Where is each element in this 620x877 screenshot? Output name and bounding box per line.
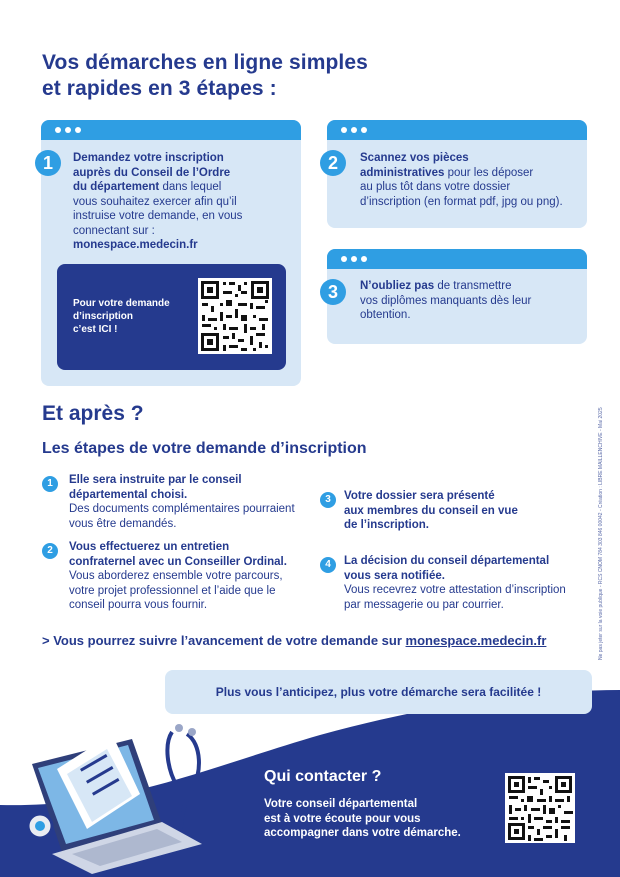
step-4 (344, 554, 594, 612)
card1-bold: du département (73, 181, 160, 193)
card2-text (360, 151, 585, 209)
contact-line: Votre conseil départemental (264, 798, 418, 810)
inscription-cta-box[interactable] (57, 264, 286, 370)
card3-text-span: de transmettre (434, 280, 512, 292)
step-line: votre projet professionnel et l’aide que le (69, 584, 276, 597)
card1-line: auprès du Conseil de l’Ordre (73, 166, 231, 179)
card3-line: vos diplômes manquants dès leur (360, 294, 532, 307)
monespace-link[interactable]: monespace.medecin.fr (405, 633, 547, 648)
step-number-badge: 2 (42, 543, 58, 559)
cta-line: c’est ICI ! (73, 324, 118, 335)
card3-line (360, 279, 585, 294)
window-dot-icon (361, 256, 367, 262)
step-line: conseil pourra vous fournir. (69, 599, 208, 611)
step-number-badge: 1 (35, 150, 61, 176)
title-line-2: et rapides en 3 étapes : (42, 77, 277, 100)
step-line: Elle sera instruite par le conseil (69, 474, 242, 486)
card1-line (73, 180, 288, 195)
step-line: Votre dossier sera présenté (344, 490, 495, 502)
step-number-badge: 1 (42, 476, 58, 492)
card3-text (360, 279, 585, 323)
contact-qr-code-icon[interactable] (505, 773, 575, 843)
step-line: départemental choisi. (69, 488, 188, 501)
step-line: confraternel avec un Conseiller Ordinal. (69, 555, 287, 568)
card2-bold: administratives (360, 166, 445, 179)
follow-progress-text (42, 633, 546, 648)
card3-bold: N’oubliez pas (360, 280, 435, 292)
after-heading: Et après ? (42, 402, 144, 425)
follow-prefix: > Vous pourrez suivre l’avancement de votre demande sur (42, 633, 406, 648)
step-number-badge: 4 (320, 557, 336, 573)
page-title (42, 50, 368, 102)
monespace-link[interactable]: monespace.medecin.fr (73, 239, 198, 251)
card1-line: connectant sur : (73, 224, 155, 237)
cta-text (73, 297, 170, 336)
card1-text-span: dans lequel (159, 181, 222, 193)
cta-line: d’inscription (73, 311, 133, 322)
window-dot-icon (351, 256, 357, 262)
contact-text (264, 797, 461, 841)
step-number-badge: 3 (320, 279, 346, 305)
step-2 (69, 540, 319, 613)
window-dot-icon (341, 127, 347, 133)
card2-text-span: pour les déposer (444, 166, 534, 179)
step-number-badge: 2 (320, 150, 346, 176)
step-line: La décision du conseil départemental (344, 555, 550, 567)
step-line: Vous effectuerez un entretien (69, 541, 230, 553)
card1-text (73, 151, 288, 253)
step-line: de l’inscription. (344, 519, 429, 531)
anticipate-banner: Plus vous l’anticipez, plus votre démarche sera facilitée ! (165, 670, 592, 714)
card-window-bar (327, 249, 587, 269)
step-line: vous être demandés. (69, 517, 177, 530)
contact-title: Qui contacter ? (264, 768, 382, 785)
window-dot-icon (65, 127, 71, 133)
step-number-badge: 3 (320, 492, 336, 508)
card2-line: au plus tôt dans votre dossier (360, 181, 511, 193)
card2-line: Scannez vos pièces (360, 152, 469, 164)
window-dot-icon (361, 127, 367, 133)
card1-line: Demandez votre inscription (73, 152, 224, 164)
window-dot-icon (55, 127, 61, 133)
legal-vertical-text (598, 320, 608, 660)
after-subheading: Les étapes de votre demande d’inscription (42, 440, 367, 457)
contact-line: est à votre écoute pour vous (264, 812, 421, 825)
card1-line: vous souhaitez exercer afin qu’il (73, 195, 237, 208)
window-dot-icon (351, 127, 357, 133)
cta-line: Pour votre demande (73, 298, 170, 309)
laptop-stethoscope-icon (12, 714, 212, 874)
step-3 (344, 489, 594, 533)
card3-line: obtention. (360, 309, 411, 321)
card-window-bar (41, 120, 301, 140)
step-line: vous sera notifiée. (344, 569, 445, 582)
step-line: par messagerie ou par courrier. (344, 598, 504, 611)
card2-line: d’inscription (en format pdf, jpg ou png). (360, 195, 563, 208)
step-1 (69, 473, 319, 531)
card2-line (360, 166, 585, 181)
title-line-1: Vos démarches en ligne simples (42, 51, 368, 74)
card1-line: instruise votre demande, en vous (73, 210, 243, 222)
window-dot-icon (75, 127, 81, 133)
contact-line: accompagner dans votre démarche. (264, 827, 461, 839)
legal-text: Ne pas jeter sur la voie publique - RCS CNOM 784 303 846 00042 - Création : LIBRE MAILLENCHIVE - Mai 2025 (598, 407, 604, 660)
window-dot-icon (341, 256, 347, 262)
step-line: Vous recevrez votre attestation d’inscription (344, 584, 566, 596)
step-line: Des documents complémentaires pourraient (69, 503, 295, 515)
step-line: Vous aborderez ensemble votre parcours, (69, 570, 283, 582)
qr-code-icon[interactable] (198, 278, 272, 354)
card-window-bar (327, 120, 587, 140)
step-line: aux membres du conseil en vue (344, 504, 518, 517)
